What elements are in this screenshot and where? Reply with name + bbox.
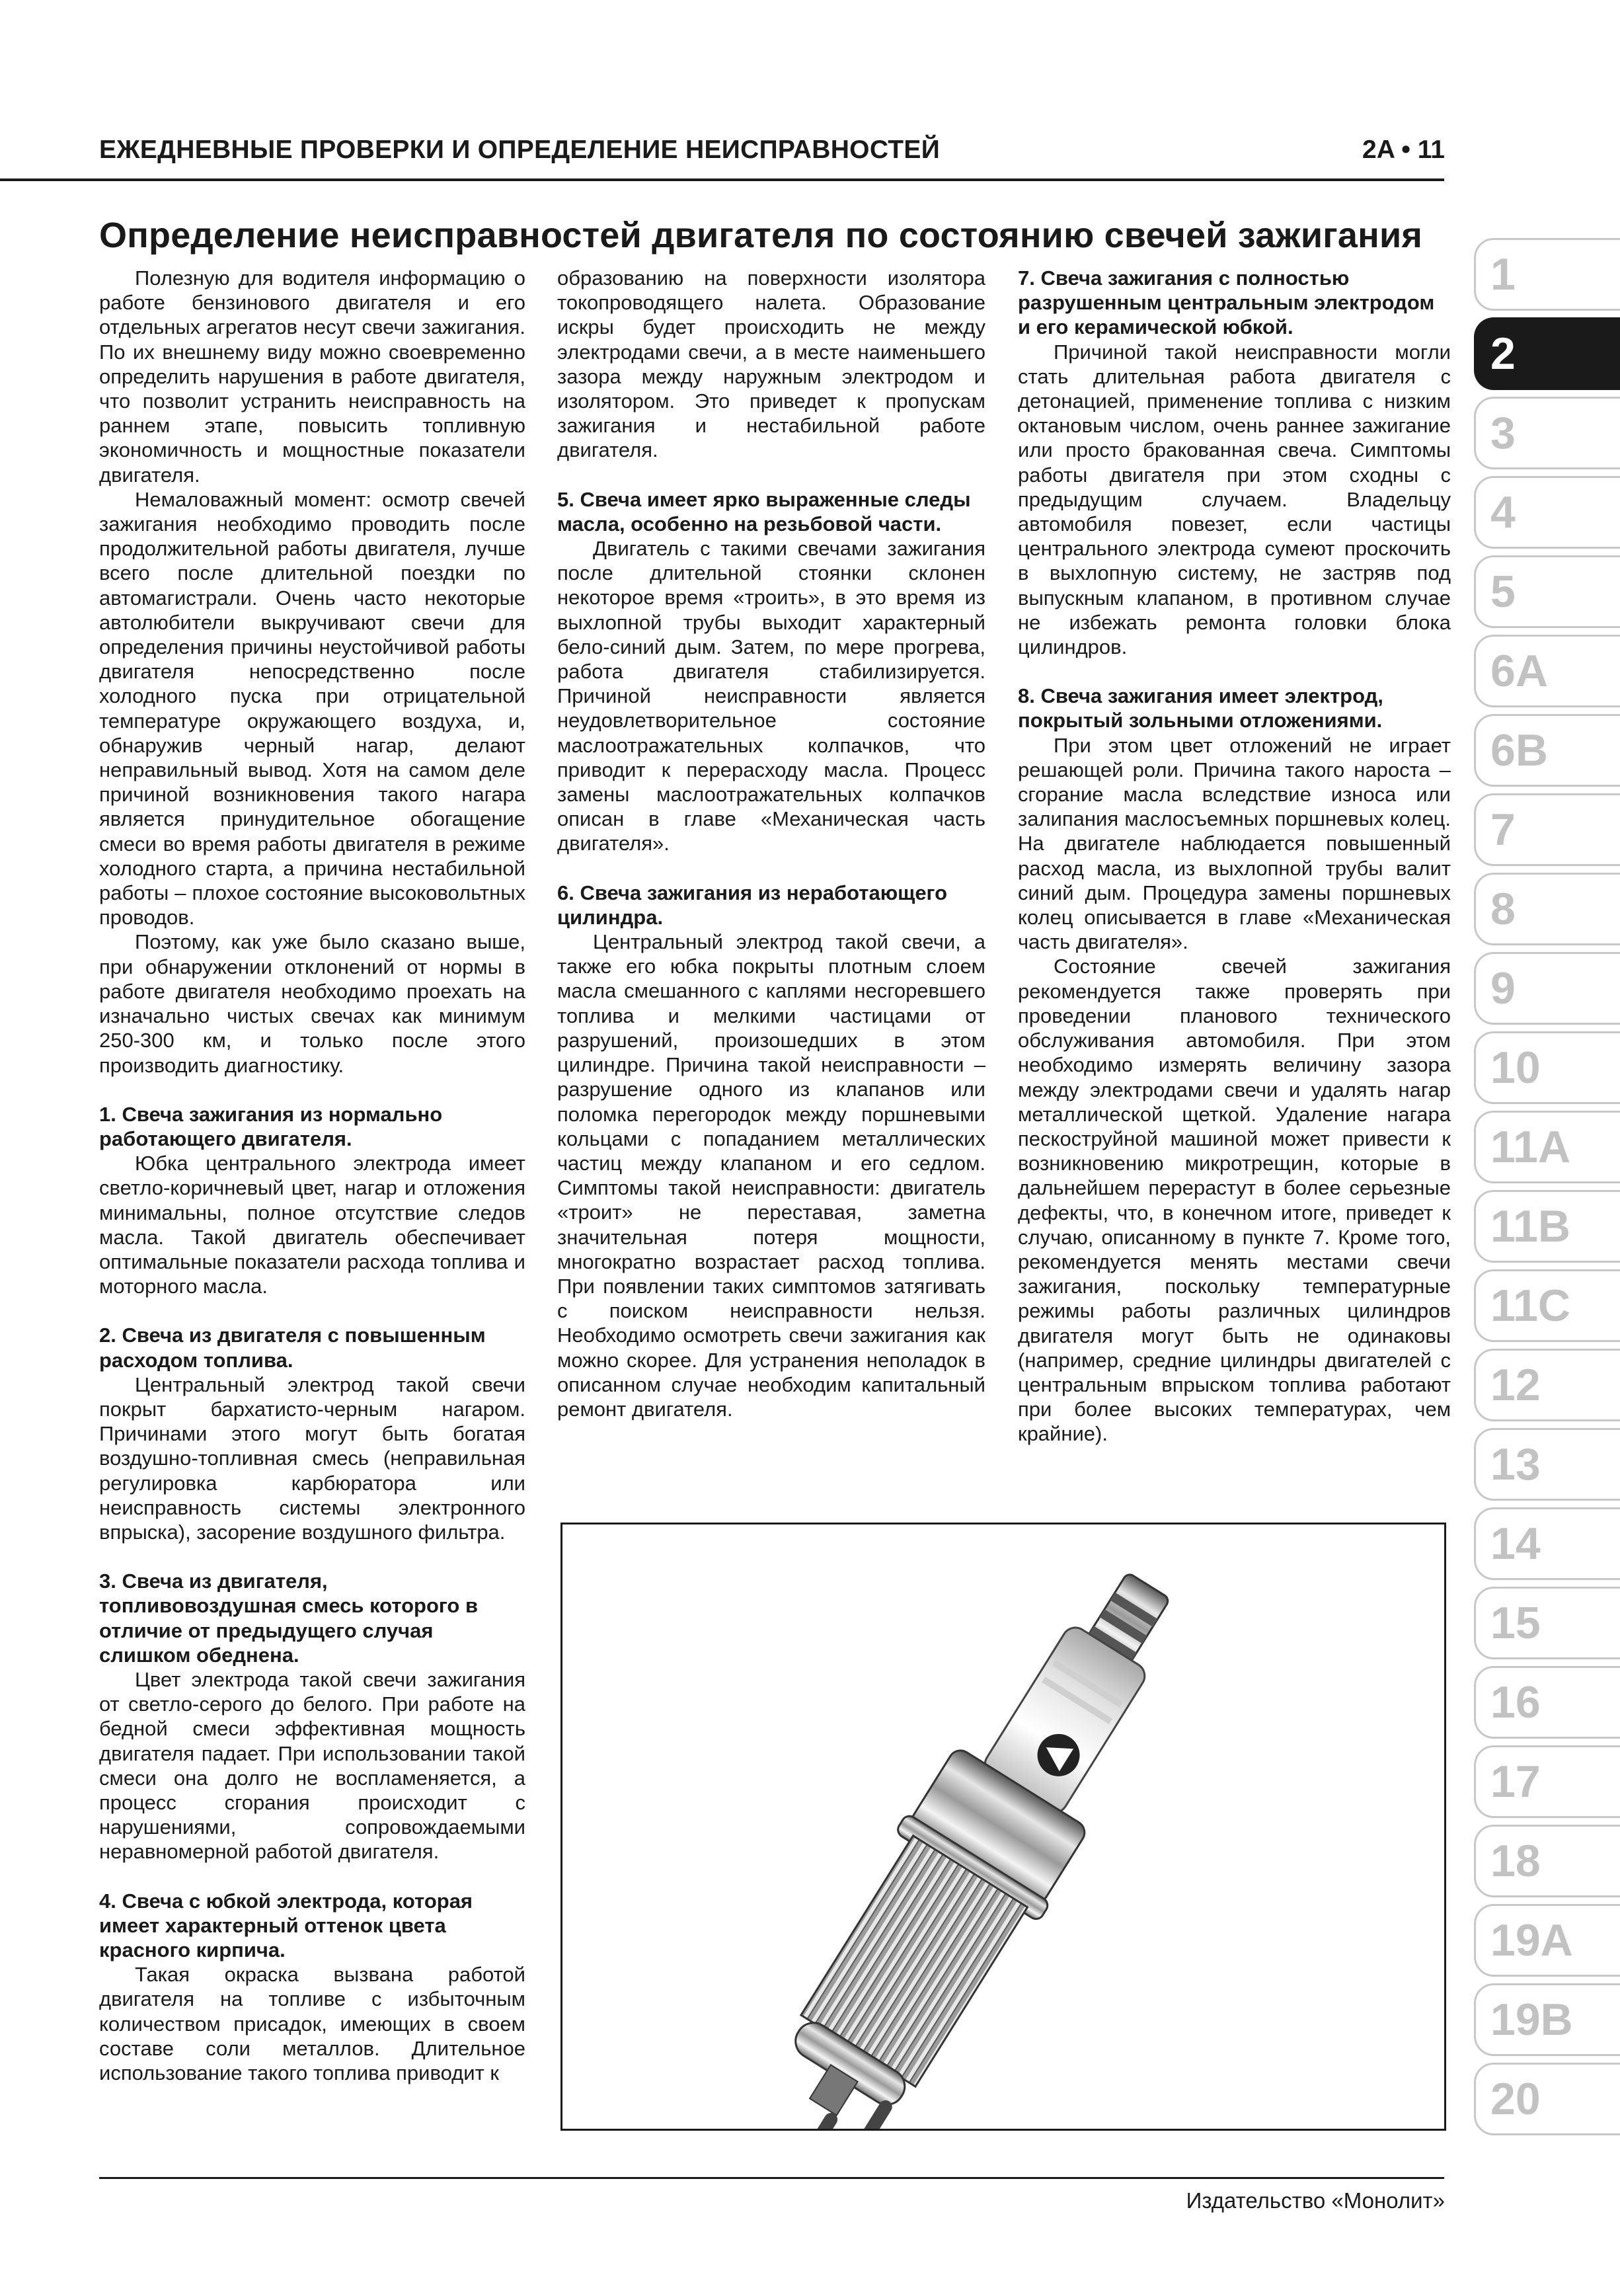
paragraph: Цвет электрода такой свечи зажигания от светло-серого до белого. При работе на бедной смеси эффективная мощность двигателя падает. При использовании такой смеси она долго не воспламеняется, а процесс сгорания происходит с нарушениями, сопровождаемыми неравномерной работой двигателя. bbox=[99, 1667, 525, 1864]
subheading: 2. Свеча из двигателя с повышенным расходом топлива. bbox=[99, 1324, 486, 1372]
chapter-tab-16[interactable]: 16 bbox=[1474, 1666, 1620, 1739]
chapter-tab-5[interactable]: 5 bbox=[1474, 555, 1620, 628]
chapter-tab-1[interactable]: 1 bbox=[1474, 238, 1620, 311]
text-column-3 bbox=[1018, 266, 1451, 1446]
chapter-tab-18[interactable]: 18 bbox=[1474, 1825, 1620, 1897]
paragraph: Поэтому, как уже было сказано выше, при обнаружении отклонений от нормы в работе двигателя необходимо проехать на изначально чистых свечах как минимум 250-300 км, и только после этого производить диагностику. bbox=[99, 930, 525, 1077]
subheading: 8. Свеча зажигания имеет электрод, покрытый зольными отложениями. bbox=[1018, 684, 1383, 732]
paragraph: Полезную для водителя информацию о работе бензинового двигателя и его отдельных агрегатов несут свечи зажигания. По их внешнему виду можно своевременно определить нарушения в работе двигателя, что позволит устранить неисправность на раннем этапе, повысить топливную экономичность и мощностные показатели двигателя. bbox=[99, 266, 525, 487]
spark-plug-figure bbox=[560, 1523, 1446, 2131]
text-column-1 bbox=[99, 266, 525, 2085]
subheading: 5. Свеча имеет ярко выраженные следы масла, особенно на резьбовой части. bbox=[557, 487, 971, 535]
subheading: 4. Свеча с юбкой электрода, которая имеет характерный оттенок цвета красного кирпича. bbox=[99, 1889, 473, 1961]
paragraph: Юбка центрального электрода имеет светло-коричневый цвет, нагар и отложения минимальны, полное отсутствие следов масла. Такой двигатель обеспечивает оптимальные показатели расхода топлива и моторного масла. bbox=[99, 1152, 525, 1298]
page-number: 2A • 11 bbox=[1362, 136, 1445, 164]
chapter-tab-9[interactable]: 9 bbox=[1474, 952, 1620, 1025]
subheading: 7. Свеча зажигания с полностью разрушенным центральным электродом и его керамической юбкой. bbox=[1018, 266, 1435, 339]
paragraph: При этом цвет отложений не играет решающей роли. Причина такого нароста – сгорание масла вследствие износа или залипания маслосъемных поршневых колец. На двигателе наблюдается повышенный расход масла, из выхлопной трубы валит синий дым. Процедура замены поршневых колец описывается в главе «Механическая часть двигателя». bbox=[1018, 733, 1451, 954]
chapter-tab-13[interactable]: 13 bbox=[1474, 1428, 1620, 1501]
paragraph: Немаловажный момент: осмотр свечей зажигания необходимо проводить после продолжительной работы двигателя, лучше всего после длительной поездки по автомагистрали. Очень часто некоторые автолюбители выкручивают свечи для определения причины неустойчивой работы двигателя непосредственно после холодного пуска при отрицательной температуре окружающего воздуха, и, обнаружив черный нагар, делают неправильный вывод. Хотя на самом деле причиной возникновения такого нагара является принудительное обогащение смеси во время работы двигателя в режиме холодного старта, а причина нестабильной работы – плохое состояние высоковольтных проводов. bbox=[99, 487, 525, 930]
paragraph: Центральный электрод такой свечи, а также его юбка покрыты плотным слоем масла смешанного с каплями несгоревшего топлива и мелкими частицами от разрушений, произошедших в этом цилиндре. Причина такой неисправности – разрушение одного из клапанов или поломка перегородок между поршневыми кольцами с попаданием металлических частиц между клапаном и его седлом. Симптомы такой неисправности: двигатель «троит» не переставая, заметна значительная потеря мощности, многократно возрастает расход топлива. При появлении таких симптомов затягивать с поиском неисправности нельзя. Необходимо осмотреть свечи зажигания как можно скорее. Для устранения неполадок в описанном случае необходим капитальный ремонт двигателя. bbox=[557, 930, 985, 1421]
chapter-tab-6b[interactable]: 6B bbox=[1474, 714, 1620, 787]
spark-plug-icon bbox=[738, 1540, 1221, 2129]
chapter-tab-4[interactable]: 4 bbox=[1474, 476, 1620, 549]
spark-plug-illustration bbox=[562, 1524, 1444, 2129]
paragraph: Состояние свечей зажигания рекомендуется также проверять при проведении планового технического обслуживания автомобиля. При этом необходимо измерять величину зазора между электродами свечи и удалять нагар металлической щеткой. Удаление нагара пескоструйной машиной может привести к возникновению микротрещин, которые в дальнейшем перерастут в более серьезные дефекты, что, в конечном итоге, приведет к случаю, описанному в пункте 7. Кроме того, рекомендуется менять местами свечи зажигания, поскольку температурные режимы работы различных цилиндров двигателя могут быть не одинаковы (например, средние цилиндры двигателей с центральным впрыском топлива работают при более высоких температурах, чем крайние). bbox=[1018, 955, 1451, 1446]
chapter-tab-14[interactable]: 14 bbox=[1474, 1507, 1620, 1580]
subheading: 3. Свеча из двигателя, топливовоздушная смесь которого в отличие от предыдущего случая слишком обеднена. bbox=[99, 1569, 479, 1667]
paragraph: Центральный электрод такой свечи покрыт бархатисто-черным нагаром. Причинами этого могут быть богатая воздушно-топливная смесь (неправильная регулировка карбюратора или неисправность системы электронного впрыска), засорение воздушного фильтра. bbox=[99, 1372, 525, 1544]
chapter-tab-19b[interactable]: 19B bbox=[1474, 1983, 1620, 2056]
chapter-tab-20[interactable]: 20 bbox=[1474, 2063, 1620, 2135]
header-rule bbox=[0, 178, 1444, 181]
chapter-tab-11b[interactable]: 11B bbox=[1474, 1190, 1620, 1263]
text-column-2 bbox=[557, 266, 985, 1421]
subheading: 6. Свеча зажигания из неработающего цилиндра. bbox=[557, 881, 947, 929]
chapter-tab-8[interactable]: 8 bbox=[1474, 873, 1620, 945]
chapter-tab-6a[interactable]: 6A bbox=[1474, 635, 1620, 707]
chapter-tab-12[interactable]: 12 bbox=[1474, 1349, 1620, 1421]
chapter-tab-17[interactable]: 17 bbox=[1474, 1745, 1620, 1818]
chapter-tab-11c[interactable]: 11C bbox=[1474, 1269, 1620, 1342]
chapter-tab-7[interactable]: 7 bbox=[1474, 793, 1620, 866]
paragraph: Причиной такой неисправности могли стать длительная работа двигателя с детонацией, применение топлива с низким октановым числом, очень раннее зажигание или просто бракованная свеча. Симптомы работы двигателя при этом сходны с предыдущим случаем. Владельцу автомобиля повезет, если частицы центрального электрода сумеют проскочить в выхлопную систему, не застряв под выпускным клапаном, в противном случае не избежать ремонта головки блока цилиндров. bbox=[1018, 340, 1451, 659]
chapter-tab-2[interactable]: 2 bbox=[1474, 317, 1620, 390]
chapter-tab-3[interactable]: 3 bbox=[1474, 397, 1620, 469]
subheading: 1. Свеча зажигания из нормально работающего двигателя. bbox=[99, 1102, 443, 1150]
paragraph: образованию на поверхности изолятора токопроводящего налета. Образование искры будет происходить не между электродами свечи, а в месте наименьшего зазора между наружным электродом и изолятором. Это приведет к пропускам зажигания и нестабильной работе двигателя. bbox=[557, 266, 985, 462]
running-header-title: ЕЖЕДНЕВНЫЕ ПРОВЕРКИ И ОПРЕДЕЛЕНИЕ НЕИСПРАВНОСТЕЙ bbox=[99, 136, 941, 164]
paragraph: Двигатель с такими свечами зажигания после длительной стоянки склонен некоторое время «троить», в это время из выхлопной трубы выходит характерный бело-синий дым. Затем, по мере прогрева, работа двигателя стабилизируется. Причиной неисправности является неудовлетворительное состояние маслоотражательных колпачков, что приводит к перерасходу масла. Процесс замены маслоотражательных колпачков описан в главе «Механическая часть двигателя». bbox=[557, 537, 985, 855]
chapter-tab-19a[interactable]: 19A bbox=[1474, 1904, 1620, 1977]
chapter-tab-11a[interactable]: 11A bbox=[1474, 1111, 1620, 1183]
footer-rule bbox=[99, 2177, 1444, 2179]
chapter-tab-15[interactable]: 15 bbox=[1474, 1587, 1620, 1659]
chapter-tab-10[interactable]: 10 bbox=[1474, 1031, 1620, 1104]
paragraph: Такая окраска вызвана работой двигателя на топливе с избыточным количеством присадок, имеющих в своем составе соли металлов. Длительное использование такого топлива приводит к bbox=[99, 1963, 525, 2085]
publisher-footer: Издательство «Монолит» bbox=[1186, 2188, 1445, 2213]
section-title: Определение неисправностей двигателя по состоянию свечей зажигания bbox=[99, 216, 1423, 255]
